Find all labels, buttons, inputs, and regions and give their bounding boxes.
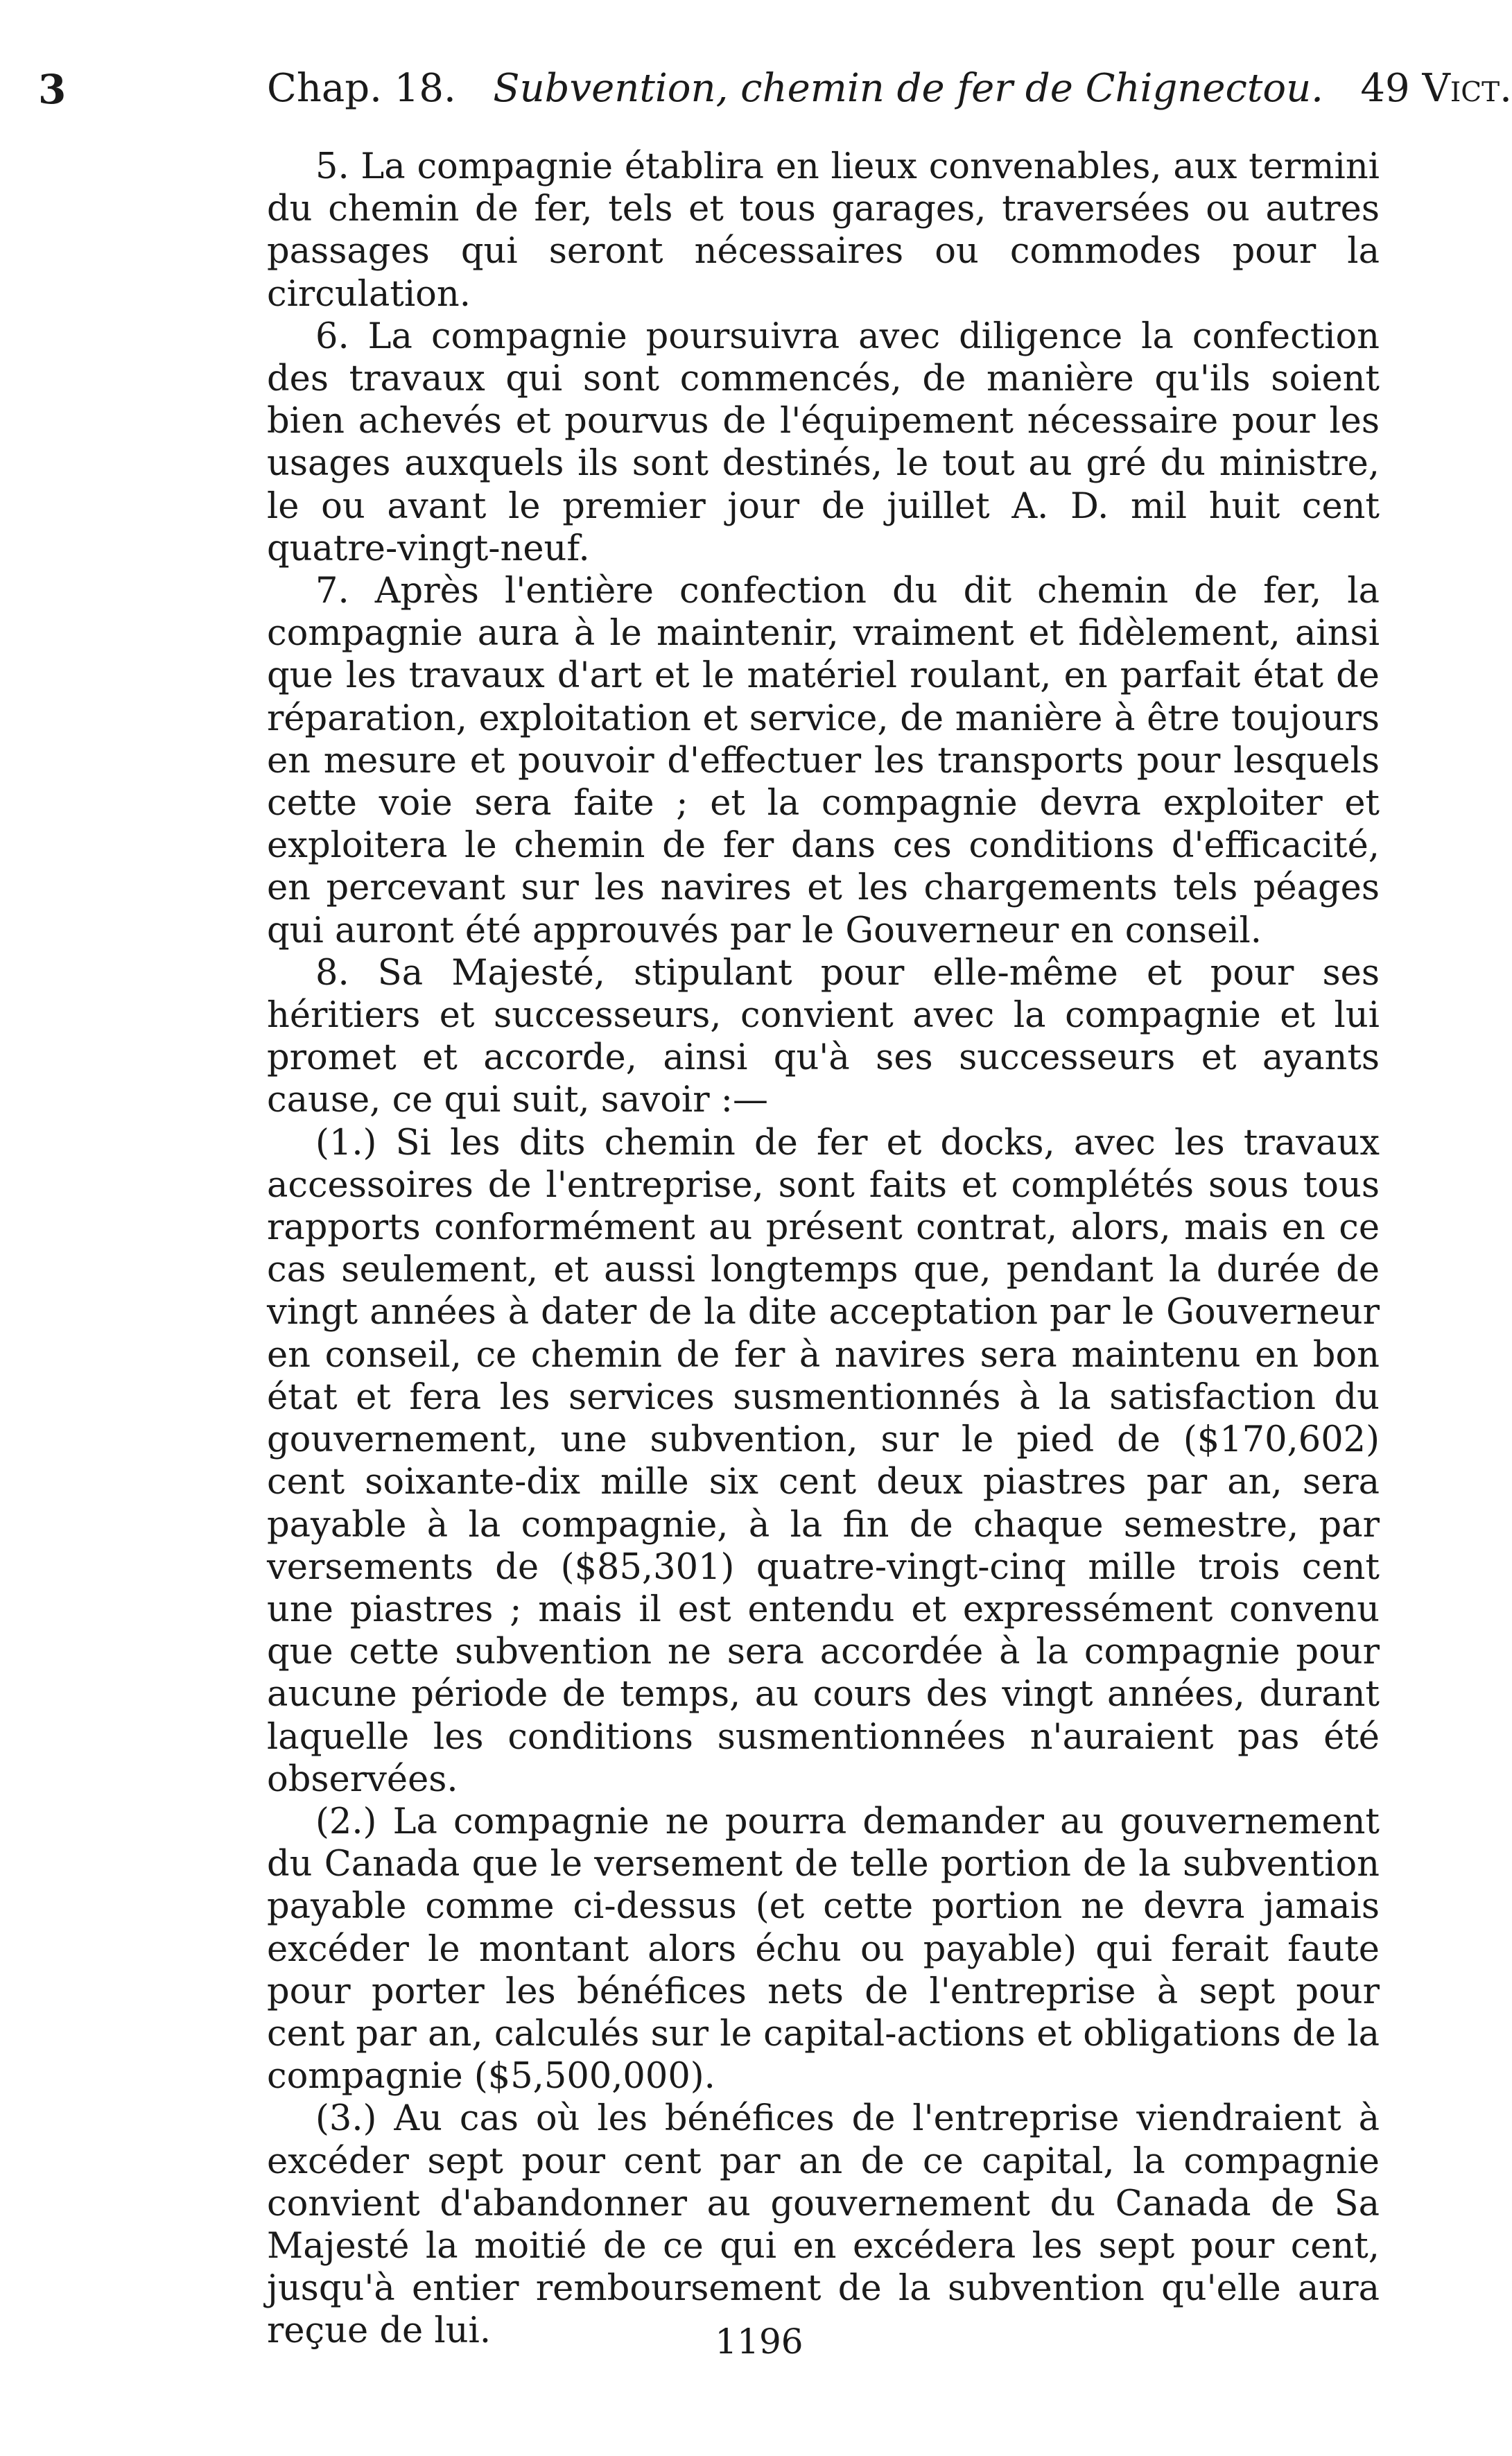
folio-number: 1196: [715, 2321, 803, 2362]
paragraph-section-5: 5. La compagnie établira en lieux convenables, aux termini du chemin de fer, tels et tous garages, traversées ou autres passages qui seront nécessaires ou commodes pour la circulation.: [267, 146, 1380, 315]
paragraph-subsection-2: (2.) La compagnie ne pourra demander au gouvernement du Canada que le versement de telle portion de la subvention payable comme ci-dessus (et cette portion ne devra jamais excéder le montant alors échu ou payable) qui ferait faute pour porter les bénéfices nets de l'entreprise à sept pour cent par an, calculés sur le capital-actions et obligations de la compagnie ($5,500,000).: [267, 1801, 1380, 2098]
paragraph-subsection-3: (3.) Au cas où les bénéfices de l'entreprise viendraient à excéder sept pour cent par an de ce capital, la compagnie convient d'abandonner au gouvernement du Canada de Sa Majesté la moitié de ce qui en excédera les sept pour cent, jusqu'à entier remboursement de la subvention qu'elle aura reçue de lui.: [267, 2098, 1380, 2352]
page-number: 3: [38, 66, 67, 113]
chapter-label: Chap. 18.: [267, 66, 456, 111]
running-title: Subvention, chemin de fer de Chignectou.: [493, 66, 1323, 111]
body-text: [267, 146, 1380, 2353]
paragraph-section-6: 6. La compagnie poursuivra avec diligence la confection des travaux qui sont commencés, de manière qu'ils soient bien achevés et pourvus de l'équipement nécessaire pour les usages auxquels ils sont destinés, le tout au gré du ministre, le ou avant le premier jour de juillet A. D. mil huit cent quatre-vingt-neuf.: [267, 315, 1380, 569]
regnal-year: 49 Vict.: [1360, 66, 1512, 111]
paragraph-section-7: 7. Après l'entière confection du dit chemin de fer, la compagnie aura à le maintenir, vraiment et fidèlement, ainsi que les travaux d'art et le matériel roulant, en parfait état de réparation, exploitation et service, de manière à être toujours en mesure et pouvoir d'effectuer les transports pour lesquels cette voie sera faite ; et la compagnie devra exploiter et exploitera le chemin de fer dans ces conditions d'efficacité, en percevant sur les navires et les chargements tels péages qui auront été approuvés par le Gouverneur en conseil.: [267, 571, 1380, 951]
paragraph-section-8: 8. Sa Majesté, stipulant pour elle-même et pour ses héritiers et successeurs, convient avec la compagnie et lui promet et accorde, ainsi qu'à ses successeurs et ayants cause, ce qui suit, savoir :—: [267, 952, 1380, 1121]
paragraph-subsection-1: (1.) Si les dits chemin de fer et docks, avec les travaux accessoires de l'entreprise, sont faits et complétés sous tous rapports conformément au présent contrat, alors, mais en ce cas seulement, et aussi longtemps que, pendant la durée de vingt années à dater de la dite acceptation par le Gouverneur en conseil, ce chemin de fer à navires sera maintenu en bon état et fera les services susmentionnés à la satisfaction du gouvernement, une subvention, sur le pied de ($170,602) cent soixante-dix mille six cent deux piastres par an, sera payable à la compagnie, à la fin de chaque semestre, par versements de ($85,301) quatre-vingt-cinq mille trois cent une piastres ; mais il est entendu et expressément convenu que cette subvention ne sera accordée à la compagnie pour aucune période de temps, au cours des vingt années, durant laquelle les conditions susmentionnées n'auraient pas été observées.: [267, 1122, 1380, 1800]
running-head: [267, 66, 1512, 111]
